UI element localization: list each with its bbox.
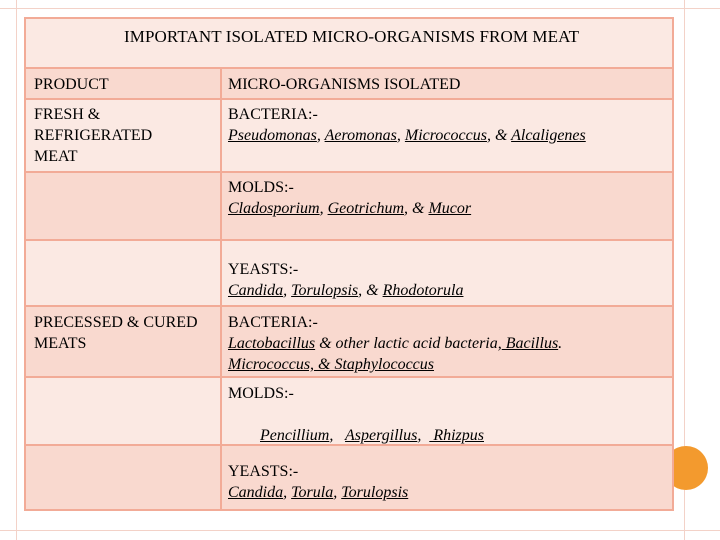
fresh-molds-cell <box>228 177 471 219</box>
header-row <box>26 69 672 100</box>
separator: , <box>283 282 292 299</box>
organism-name: Torula <box>291 484 334 501</box>
organism-name: Staphylococcus <box>330 356 435 373</box>
title-row <box>26 19 672 69</box>
header-organisms: MICRO-ORGANISMS ISOLATED <box>228 76 461 93</box>
table-row <box>26 307 672 378</box>
organism-name: Alcaligenes <box>511 127 586 144</box>
fresh-bacteria-cell <box>228 104 586 146</box>
molds-label: MOLDS:- <box>228 179 294 196</box>
molds-label: MOLDS:- <box>228 385 294 402</box>
separator: , <box>329 427 346 444</box>
product-line: PRECESSED & CURED <box>34 314 198 331</box>
organism-name: Torulopsis <box>341 484 409 501</box>
organism-list <box>228 198 471 219</box>
slide-rule-top <box>0 8 720 9</box>
organism-name: Mucor <box>428 200 472 217</box>
organism-list <box>228 354 562 375</box>
product-line: REFRIGERATED <box>34 127 153 144</box>
bacteria-label: BACTERIA:- <box>228 106 318 123</box>
separator: & other lactic acid bacteria, <box>315 335 502 352</box>
organism-name: Torulopsis <box>291 282 359 299</box>
separator: , <box>283 484 292 501</box>
separator: , <box>319 200 328 217</box>
separator: , <box>333 484 342 501</box>
organism-list <box>228 280 463 301</box>
organism-name: Aeromonas <box>324 127 397 144</box>
separator: , & <box>486 127 512 144</box>
organisms-table <box>24 17 674 511</box>
organism-name: Rhizpus <box>429 427 484 444</box>
product-line: MEATS <box>34 335 87 352</box>
organism-name: Micrococcus <box>404 127 487 144</box>
separator: . <box>558 335 563 352</box>
organism-name: Micrococcus, & <box>228 356 331 373</box>
product-processed <box>34 312 198 354</box>
table-row <box>26 378 672 446</box>
organism-list <box>228 333 562 354</box>
organism-list <box>228 482 408 503</box>
organism-name: Candida <box>228 484 284 501</box>
table-row <box>26 241 672 307</box>
product-line: FRESH & <box>34 106 101 123</box>
yeasts-label: YEASTS:- <box>228 261 299 278</box>
slide-rule-bottom <box>0 530 720 531</box>
organism-name: Aspergillus <box>345 427 418 444</box>
slide-rule-left <box>16 0 17 540</box>
separator: , <box>316 127 325 144</box>
processed-bacteria-cell <box>228 312 562 375</box>
bacteria-label: BACTERIA:- <box>228 314 318 331</box>
organism-name: Cladosporium <box>228 200 320 217</box>
page-title: IMPORTANT ISOLATED MICRO-ORGANISMS FROM MEAT <box>124 27 580 46</box>
header-product: PRODUCT <box>34 76 109 93</box>
table-row <box>26 173 672 241</box>
organism-name: Bacillus <box>501 335 559 352</box>
organism-name: Geotrichum <box>327 200 405 217</box>
separator: , <box>417 427 430 444</box>
organism-list <box>228 125 586 146</box>
fresh-yeasts-cell <box>228 259 463 301</box>
separator: , & <box>404 200 429 217</box>
table-row <box>26 100 672 173</box>
product-line: MEAT <box>34 148 78 165</box>
organism-name: Pencillium <box>260 427 330 444</box>
organism-name: Candida <box>228 282 284 299</box>
organism-name: Rhodotorula <box>382 282 464 299</box>
processed-yeasts-cell <box>228 461 408 503</box>
organism-name: Lactobacillus <box>228 335 316 352</box>
product-fresh <box>34 104 152 167</box>
yeasts-label: YEASTS:- <box>228 463 299 480</box>
separator: , & <box>358 282 383 299</box>
table-row <box>26 446 672 509</box>
separator: , <box>396 127 405 144</box>
column-divider <box>220 69 222 509</box>
organism-name: Pseudomonas <box>228 127 317 144</box>
